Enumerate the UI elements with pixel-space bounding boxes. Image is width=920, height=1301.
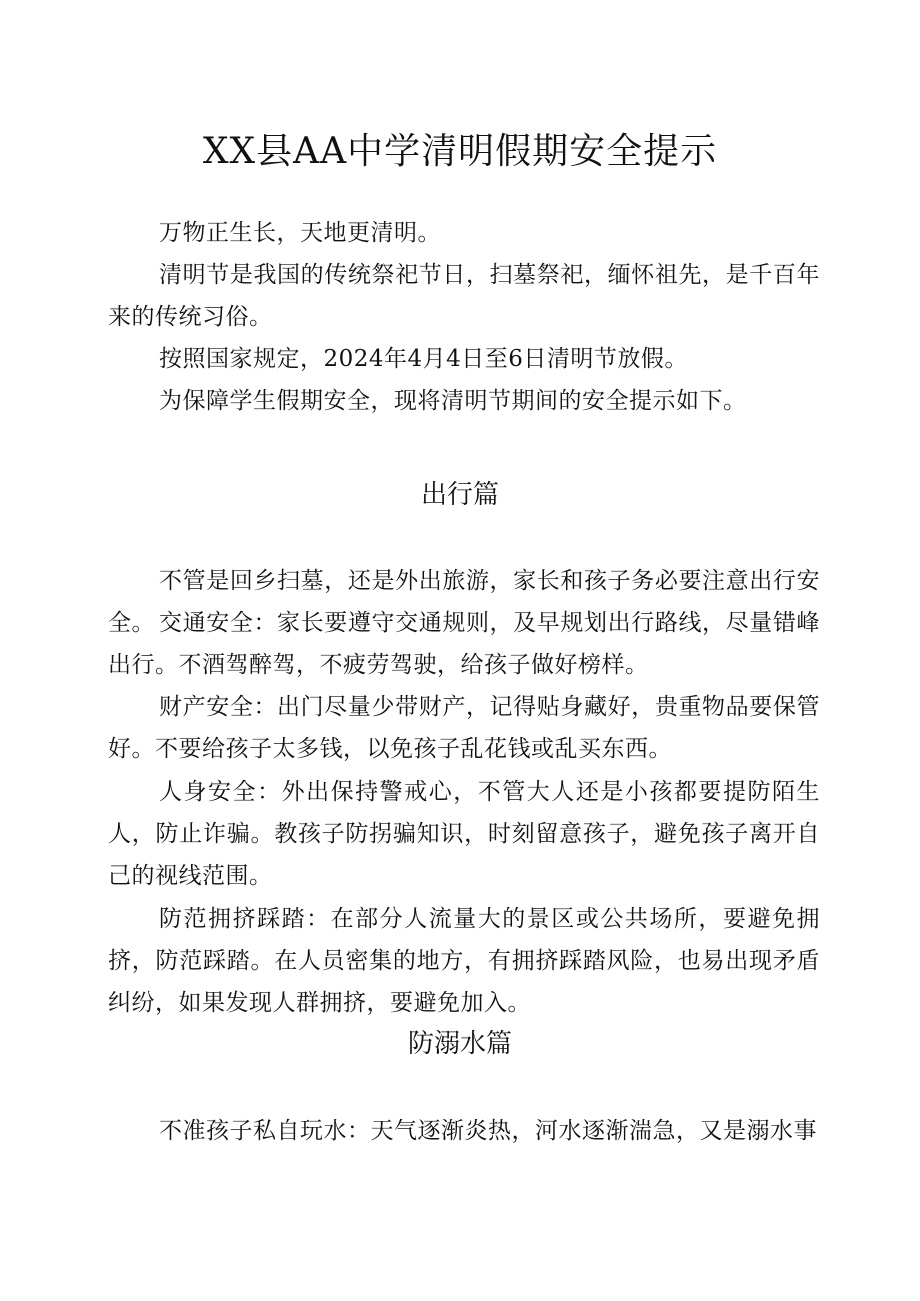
section-heading-travel: 出行篇	[420, 480, 499, 510]
intro-paragraph-3: 按照国家规定，2024年4月4日至6日清明节放假。	[159, 346, 688, 372]
intro-paragraph-1: 万物正生长，天地更清明。	[159, 220, 441, 246]
travel-paragraph-1: 不管是回乡扫墓，还是外出旅游，家长和孩子务必要注意出行安全。	[108, 568, 820, 636]
travel-paragraph-crowd: 防范拥挤踩踏：在部分人流量大的景区或公共场所，要避免拥挤，防范踩踏。在人员密集的地方，有拥挤踩踏风险，也易出现矛盾纠纷，如果发现人群拥挤，要避免加入。	[108, 906, 820, 1016]
section-heading-drowning: 防溺水篇	[407, 1029, 512, 1059]
drowning-paragraph-1: 不准孩子私自玩水：天气逐渐炎热，河水逐渐湍急，又是溺水事	[159, 1118, 817, 1144]
travel-paragraph-property: 财产安全：出门尽量少带财产，记得贴身藏好，贵重物品要保管好。不要给孩子太多钱，以免孩子乱花钱或乱买东西。	[108, 694, 820, 762]
intro-paragraph-2: 清明节是我国的传统祭祀节日，扫墓祭祀，缅怀祖先，是千百年来的传统习俗。	[108, 262, 820, 330]
intro-paragraph-4: 为保障学生假期安全，现将清明节期间的安全提示如下。	[159, 388, 747, 414]
document-title: XX县AA中学清明假期安全提示	[202, 131, 718, 172]
travel-paragraph-personal: 人身安全：外出保持警戒心，不管大人还是小孩都要提防陌生人，防止诈骗。教孩子防拐骗知识，时刻留意孩子，避免孩子离开自己的视线范围。	[108, 779, 820, 889]
travel-paragraph-traffic: 交通安全：家长要遵守交通规则，及早规划出行路线，尽量错峰出行。不酒驾醉驾，不疲劳驾驶，给孩子做好榜样。	[108, 610, 820, 678]
